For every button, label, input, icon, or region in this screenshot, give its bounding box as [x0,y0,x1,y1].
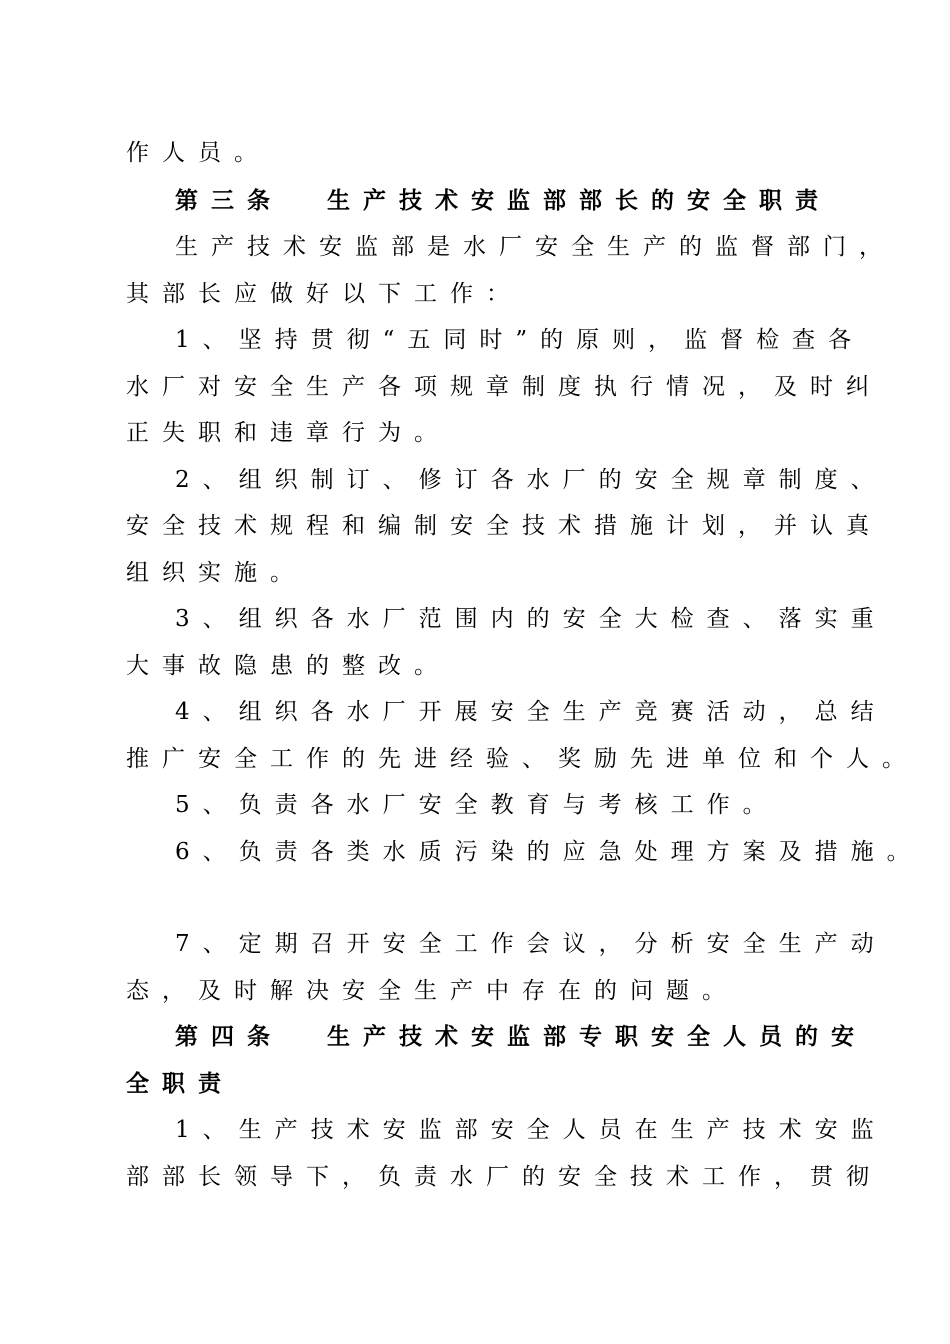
article-title: 生产技术安监部专职安全人员的安 [327,1023,867,1050]
text-line: 其部长应做好以下工作： [126,281,522,307]
text-line: 组织实施。 [126,560,306,586]
text-line: 作人员。 [126,140,270,166]
text-line: 推广安全工作的先进经验、奖励先进单位和个人。 [126,746,918,772]
list-item: 5、负责各水厂安全教育与考核工作。 [175,792,779,818]
article-4-heading [175,1022,895,1052]
text-line: 部部长领导下，负责水厂的安全技术工作，贯彻 [126,1164,882,1190]
text-line: 生产技术安监部是水厂安全生产的监督部门， [175,234,895,260]
article-number: 第四条 [175,1023,283,1050]
list-item: 7、定期召开安全工作会议，分析安全生产动 [175,931,887,957]
text-line: 安全技术规程和编制安全技术措施计划，并认真 [126,513,882,539]
list-item: 6、负责各类水质污染的应急处理方案及措施。 [175,839,923,865]
list-item: 1、坚持贯彻“五同时”的原则，监督检查各 [175,327,865,353]
list-item: 3、组织各水厂范围内的安全大检查、落实重 [175,606,887,632]
article-number: 第三条 [175,187,283,214]
list-item: 1、生产技术安监部安全人员在生产技术安监 [175,1117,887,1143]
list-item: 4、组织各水厂开展安全生产竞赛活动，总结 [175,699,887,725]
text-line: 水厂对安全生产各项规章制度执行情况，及时纠 [126,374,882,400]
article-3-heading [175,186,895,216]
text-line: 态，及时解决安全生产中存在的问题。 [126,978,738,1004]
text-line: 大事故隐患的整改。 [126,653,450,679]
article-4-heading-continued: 全职责 [126,1070,234,1097]
article-title: 生产技术安监部部长的安全职责 [327,187,831,214]
list-item: 2、组织制订、修订各水厂的安全规章制度、 [175,467,887,493]
text-line: 正失职和违章行为。 [126,420,450,446]
